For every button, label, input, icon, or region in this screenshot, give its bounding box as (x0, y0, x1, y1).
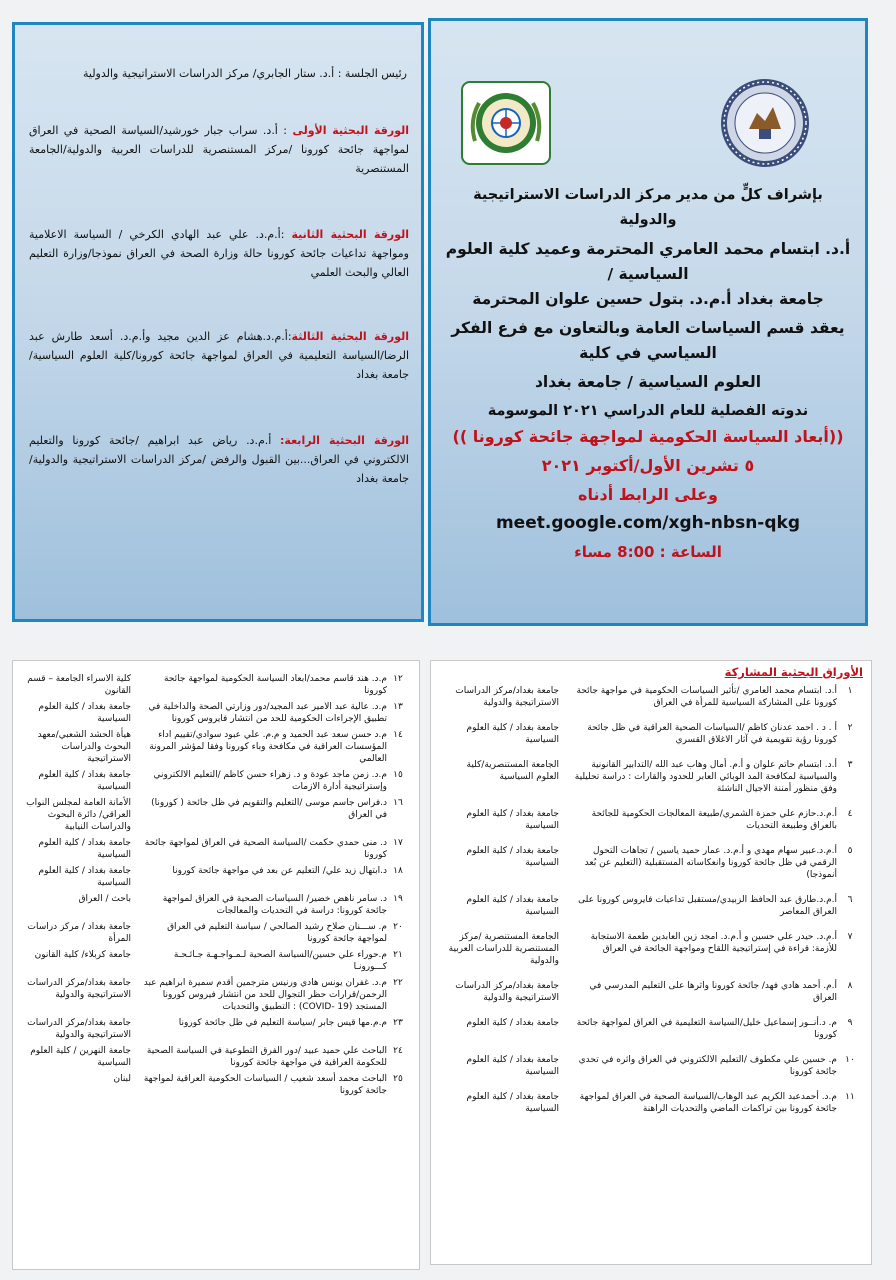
paper-2-label: الورقة البحثية الثانية (291, 228, 409, 241)
row-affiliation: كلية الاسراء الجامعة – قسم القانون (27, 674, 131, 696)
row-number: ٢ (847, 723, 853, 733)
row-topic: م.د حسن سعد عبد الحميد و م.م. علي عبود سوادي/تقييم اداء المؤسسات العراقية في مكافحة وباء كورونا وفقا لمؤشر المرونة العالمي (149, 730, 387, 764)
row-affiliation: جامعة بغداد / كلية العلوم السياسية (466, 1092, 559, 1114)
row-topic: أ . د . احمد عدنان كاظم /السياسات الصحية العراقية في ظل جائحة كورونا رؤية تقويمية في آثار الاغلاق القسري (587, 723, 837, 745)
logos-row (431, 61, 865, 181)
table-row (23, 893, 409, 921)
intro-line-1: بإشراف كلٍّ من مدير مركز الدراسات الاستراتيجية والدولية (473, 187, 823, 228)
row-topic: د.ابتهال زيد علي/ التعليم عن بعد في مواجهة جائحة كورونا (172, 866, 387, 876)
announcement-panel (428, 18, 868, 626)
table-row (23, 949, 409, 977)
row-number: ٢٥ (393, 1074, 403, 1084)
paper-3-text: :أ.م.د.هشام عز الدين مجيد وأ.م.د. أسعد طارش عبد الرضا/السياسة التعليمية في العراق لمواجهة جائحة كورونا/كلية العلوم السياسية/جامعة بغداد (29, 330, 409, 381)
row-number: ١٨ (393, 866, 403, 876)
date-line: ٥ تشرين الأول/أكتوبر ٢٠٢١ (541, 456, 755, 475)
seminar-title: ((أبعاد السياسة الحكومية لمواجهة جائحة كورونا )) (452, 427, 844, 446)
participants-table-right (441, 685, 863, 1128)
row-affiliation: جامعة بغداد/مركز الدراسات الاستراتيجية والدولية (455, 686, 559, 708)
row-affiliation: جامعة بغداد / مركز دراسات المرأة (27, 922, 131, 944)
table-row (441, 722, 863, 759)
row-number: ٤ (847, 809, 853, 819)
row-affiliation: جامعة بغداد / كلية العلوم السياسية (38, 838, 131, 860)
row-topic: م.د. هند قاسم محمد/ابعاد السياسة الحكومية لمواجهة جائحة كورونا (164, 674, 387, 696)
row-affiliation: جامعة بغداد/مركز الدراسات الاستراتيجية والدولية (455, 981, 559, 1003)
row-affiliation: جامعة بغداد / كلية العلوم السياسية (466, 846, 559, 868)
participants-panel-left (12, 660, 420, 1270)
intro-line-6: ندوته الفصلية للعام الدراسي ٢٠٢١ الموسومة (487, 403, 809, 419)
row-topic: م.د. غفران يونس هادي ورنيس مترجمين أقدم سميرة ابراهيم عبد الرحمن/قرارات حظر التجوال للحد من انتشار فيروس كورونا المستجد (COVID- 19) : التطبيق والتحديات (143, 978, 387, 1012)
row-topic: م.د. زمن ماجد عودة و د. زهراء حسن كاظم /التعليم الالكتروني وإستراتيجية أدارة الازمات (153, 770, 387, 792)
row-affiliation: هيأة الحشد الشعبي/معهد البحوث والدراسات الاستراتيجية (37, 730, 131, 764)
row-topic: م. ســـنان صلاح رشيد الصالحي / سياسة التعليم في العراق لمواجهة جائحة كورونا (167, 922, 387, 944)
row-number: ١٩ (393, 894, 403, 904)
row-affiliation: جامعة كربلاء/ كلية القانون (34, 950, 131, 960)
table-row (23, 921, 409, 949)
link-intro: وعلى الرابط أدناه (578, 485, 718, 504)
table-row (23, 729, 409, 769)
table-row (441, 931, 863, 980)
table-row (441, 808, 863, 845)
row-affiliation: لبنان (113, 1074, 131, 1084)
row-number: ١٧ (393, 838, 403, 848)
row-affiliation: الأمانة العامة لمجلس النواب العراقي/ دائرة البحوث والدراسات النيابية (26, 798, 131, 832)
row-number: ١٦ (393, 798, 403, 808)
row-topic: الباحث محمد أسعد شعيب / السياسات الحكومية العراقية لمواجهة جائحة كورونا (143, 1074, 387, 1096)
paper-2-text: :أ.م.د. علي عبد الهادي الكرخي / السياسة الاعلامية ومواجهة تداعيات جائحة كورونا حالة وزارة الصحة في العراق نموذجا/وزارة التعليم العالي والبحث العلمي (29, 228, 409, 279)
table-row (441, 980, 863, 1017)
table-row (441, 845, 863, 894)
row-number: ٧ (847, 932, 853, 942)
row-affiliation: جامعة النهرين / كلية العلوم السياسية (30, 1046, 131, 1068)
paper-4-label: الورقة البحثية الرابعة: (280, 434, 409, 447)
row-topic: م.حوراء علي حسين/السياسة الصحية لـمـواجـهـة جـائـحـة كـــورونـا (173, 950, 387, 972)
table-row (441, 759, 863, 808)
table-row (23, 701, 409, 729)
row-topic: الباحث علي حميد عبيد /دور الفرق التطوعية في السياسة الصحية للحكومة العراقية في مواجهة جائحة كورونا (146, 1046, 387, 1068)
paper-1-text: : أ.د. سراب جبار خورشيد/السياسة الصحية في العراق لمواجهة جائحة كورونا /مركز المستنصرية للدراسات العربية والدولية/الجامعة المستنصرية (29, 124, 409, 175)
row-affiliation: جامعة بغداد / كلية العلوم السياسية (466, 895, 559, 917)
row-number: ١ (847, 686, 853, 696)
paper-3-label: الورقة البحثية الثالثة (291, 330, 409, 343)
row-affiliation: جامعة بغداد / كلية العلوم السياسية (466, 723, 559, 745)
row-affiliation: جامعة بغداد / كلية العلوم السياسية (38, 770, 131, 792)
row-affiliation: جامعة بغداد / كلية العلوم السياسية (466, 1055, 559, 1077)
row-topic: أ.د. ابتسام حاتم علوان و أ.م. أمال وهاب عبد الله /التدابير القانونية والسياسية لمكافحة المد الوبائي العابر للحدود والقارات : دراسة تحليلية وفق منظور أمننة الاجيال الناشئة (574, 760, 837, 794)
row-number: ٢١ (393, 950, 403, 960)
row-topic: د.فراس جاسم موسى /التعليم والتقويم في ظل جائحة ( كورونا) في العراق (151, 798, 387, 820)
row-topic: أ.م.د. حيدر علي حسين و أ.م.د. امجد زين العابدين طعمة الاستجابة للأزمة: قراءة في إستراتيجية اللقاح ومواجهة الجائحة في العراق (590, 932, 837, 954)
row-number: ٢٣ (393, 1018, 403, 1028)
row-topic: أ.م.د.عبير سهام مهدي و أ.م.د. عمار حميد ياسين / تجاهات التحول الرقمي في ظل جائحة كورونا وانعكاساته المستقبلية (التعليم عن بُعد أنموذجا) (584, 846, 837, 880)
row-number: ١٢ (393, 674, 403, 684)
paper-2 (29, 225, 409, 282)
row-topic: أ.م. أحمد هادي فهد/ جائحة كورونا واثرها على التعليم المدرسي في العراق (589, 981, 837, 1003)
participants-title: الأوراق البحثية المشاركة (724, 665, 863, 679)
row-number: ١٣ (393, 702, 403, 712)
announcement-text (443, 183, 853, 565)
paper-4 (29, 431, 409, 488)
row-number: ٢٢ (393, 978, 403, 988)
row-affiliation: جامعة بغداد / كلية العلوم (466, 1018, 559, 1028)
row-topic: م.د. عالية عبد الامير عبد المجيد/دور وزارتي الصحة والداخلية في تطبيق الإجراءات الحكومية للحد من انتشار فايروس كورونا (148, 702, 387, 724)
row-affiliation: جامعة بغداد / كلية العلوم السياسية (466, 809, 559, 831)
row-number: ٥ (847, 846, 853, 856)
row-topic: م.م.مها قيس جابر /سياسة التعليم في ظل جائحة كورونا (178, 1018, 387, 1028)
table-row (441, 685, 863, 722)
table-row (23, 977, 409, 1017)
row-number: ٦ (847, 895, 853, 905)
intro-line-5: العلوم السياسية / جامعة بغداد (534, 373, 762, 391)
row-number: ٩ (847, 1018, 853, 1028)
row-number: ٢٤ (393, 1046, 403, 1056)
row-affiliation: جامعة بغداد/مركز الدراسات الاستراتيجية والدولية (27, 978, 131, 1000)
row-topic: م. د.أنــور إسماعيل خليل/السياسة التعليمية في العراق لمواجهة جائحة كورونا (576, 1018, 837, 1040)
table-row (441, 894, 863, 931)
table-row (23, 837, 409, 865)
paper-1-label: الورقة البحثية الأولى (292, 124, 409, 137)
row-affiliation: الجامعة المستنصرية/كلية العلوم السياسية (466, 760, 559, 782)
row-topic: م.د. أحمدعبد الكريم عبد الوهاب/السياسة الصحية في العراق لمواجهة جائحة كورونا بين تراكمات الماضي والتحديات الراهنة (579, 1092, 837, 1114)
row-affiliation: جامعة بغداد / كلية العلوم السياسية (38, 702, 131, 724)
row-topic: م. حسين علي مكطوف /التعليم الالكتروني في العراق واثره في تحدي جائحة كورونا (578, 1055, 837, 1077)
row-topic: د. منى حمدي حكمت /السياسة الصحية في العراق لمواجهة جائحة كورونا (144, 838, 387, 860)
session-panel (12, 22, 424, 622)
center-logo-icon (719, 77, 811, 169)
row-topic: أ.م.د.حازم علي حمزة الشمري/طبيعة المعالجات الحكومية للجائحة بالعراق وطبيعة التحديات (591, 809, 837, 831)
table-row (23, 797, 409, 837)
paper-4-text: أ.م.د. رياض عبد ابراهيم /جائحة كورونا والتعليم الالكتروني في العراق...بين القبول والرفض /مركز الدراسات الاستراتيجية والدولية/جامعة بغداد (29, 434, 409, 485)
paper-3 (29, 327, 409, 384)
intro-line-2: أ.د. ابتسام محمد العامري المحترمة وعميد كلية العلوم السياسية / (445, 240, 851, 283)
table-row (23, 865, 409, 893)
row-number: ١٥ (393, 770, 403, 780)
table-row (23, 673, 409, 701)
row-number: ١٠ (845, 1055, 855, 1065)
participants-table-left (23, 673, 409, 1101)
row-number: ٣ (847, 760, 853, 770)
participants-panel-right (430, 660, 872, 1265)
row-number: ٨ (847, 981, 853, 991)
table-row (441, 1054, 863, 1091)
table-row (23, 1017, 409, 1045)
table-row (23, 1045, 409, 1073)
intro-line-3: جامعة بغداد أ.م.د. بتول حسين علوان المحترمة (472, 290, 824, 308)
row-topic: د. سامر ناهض خضير/ السياسات الصحية في العراق لمواجهة جائحة كورونا: دراسة في التحديات والمعالجات (162, 894, 387, 916)
table-row (23, 1073, 409, 1101)
table-row (441, 1091, 863, 1128)
time-line: الساعة : 8:00 مساء (574, 543, 722, 561)
meeting-url[interactable]: meet.google.com/xgh-nbsn-qkg (495, 513, 801, 533)
row-number: ١١ (845, 1092, 855, 1102)
table-row (23, 769, 409, 797)
row-affiliation: الجامعة المستنصرية /مركز المستنصرية للدراسات العربية والدولية (448, 932, 559, 966)
row-number: ٢٠ (393, 922, 403, 932)
row-affiliation: جامعة بغداد/مركز الدراسات الاستراتيجية والدولية (27, 1018, 131, 1040)
intro-line-4: يعقد قسم السياسات العامة وبالتعاون مع فرع الفكر السياسي في كلية (451, 319, 845, 362)
table-row (441, 1017, 863, 1054)
row-number: ١٤ (393, 730, 403, 740)
row-topic: أ.م.د.طارق عبد الحافظ الزبيدي/مستقبل تداعيات فايروس كورونا على العراق المعاصر (578, 895, 837, 917)
association-logo-icon (461, 81, 551, 165)
row-topic: أ.د. ابتسام محمد العامري /تأثير السياسات الحكومية في مواجهة جائحة كورونا على المشاركة السياسية للمرأة في العراق (576, 686, 837, 708)
paper-1 (29, 121, 409, 178)
session-chair: رئيس الجلسة : أ.د. ستار الجابري/ مركز الدراسات الاستراتيجية والدولية (82, 67, 407, 80)
row-affiliation: جامعة بغداد / كلية العلوم السياسية (38, 866, 131, 888)
row-affiliation: باحث / العراق (78, 894, 131, 904)
